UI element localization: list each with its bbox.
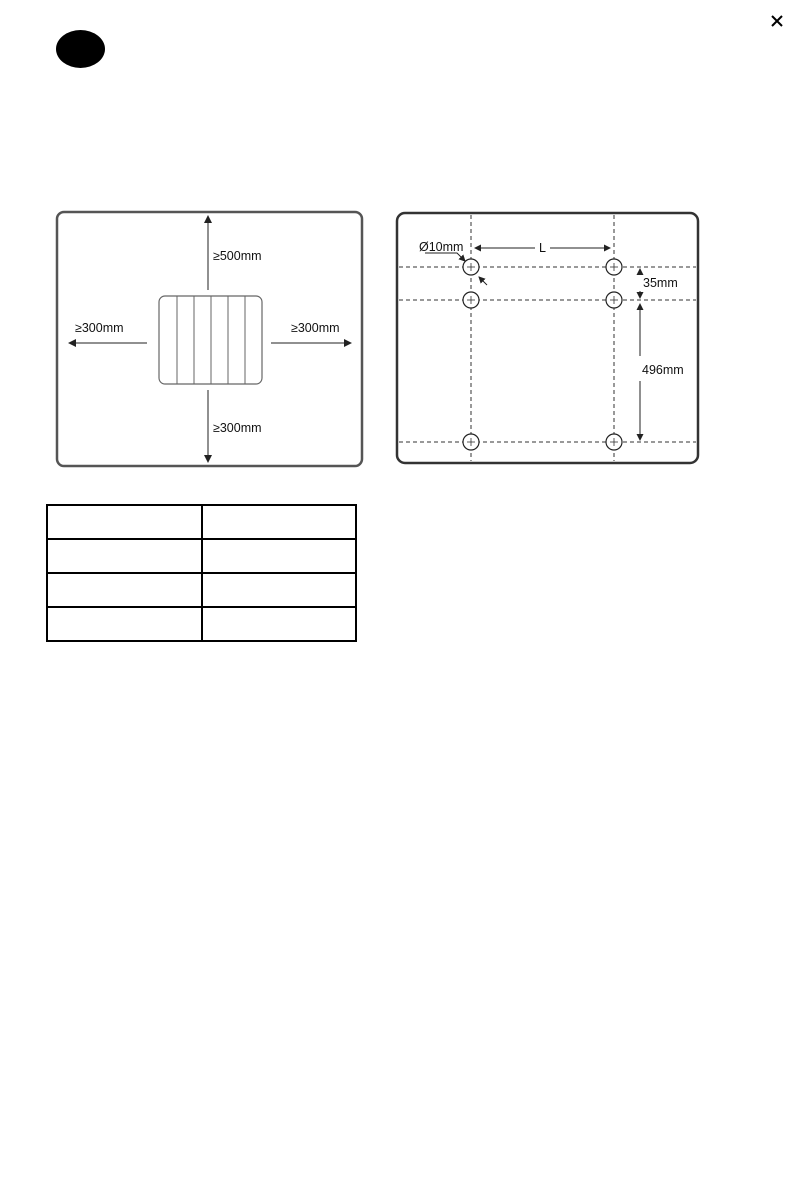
table-cell	[47, 573, 202, 607]
table-row	[47, 539, 356, 573]
section-marker	[56, 30, 105, 68]
table-cell	[47, 607, 202, 641]
table-row	[47, 573, 356, 607]
clearance-diagram	[55, 210, 365, 470]
cut-line	[0, 12, 794, 32]
mounting-diagram	[395, 211, 701, 467]
table-cell	[202, 539, 357, 573]
heater-unit	[159, 296, 262, 384]
spec-table	[46, 504, 357, 642]
top-clearance-label: ≥500mm	[213, 249, 262, 263]
table-row	[47, 607, 356, 641]
table-cell	[202, 573, 357, 607]
width-label: L	[539, 241, 546, 255]
table-cell	[47, 505, 202, 539]
hole-diameter-label: Ø10mm	[419, 240, 464, 254]
bottom-clearance-label: ≥300mm	[213, 421, 262, 435]
left-clearance-label: ≥300mm	[75, 321, 124, 335]
height-label: 496mm	[642, 363, 684, 377]
table-row	[47, 505, 356, 539]
table-cell	[202, 607, 357, 641]
right-clearance-label: ≥300mm	[291, 321, 340, 335]
table-cell	[202, 505, 357, 539]
offset-label: 35mm	[643, 276, 678, 290]
table-cell	[47, 539, 202, 573]
scissors-icon	[772, 16, 782, 26]
